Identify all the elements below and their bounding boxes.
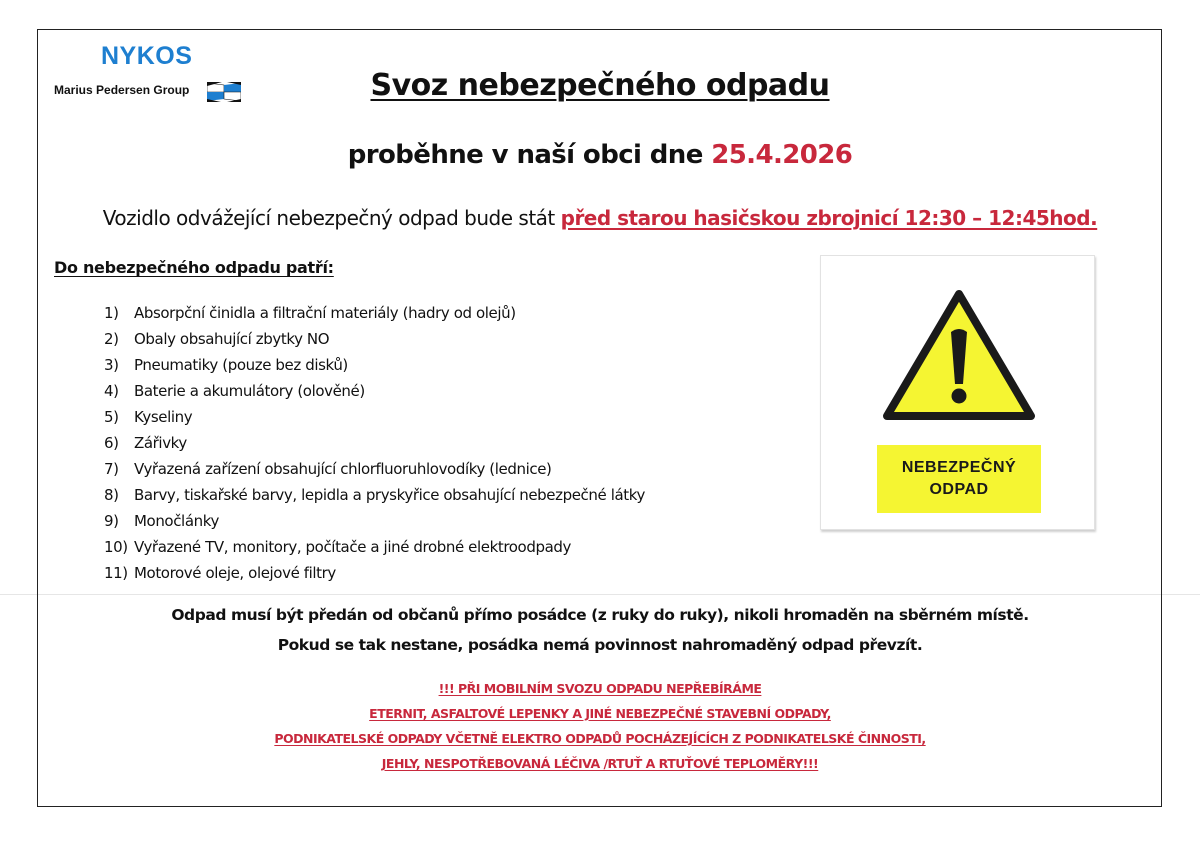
list-item: 4) Baterie a akumulátory (olověné) — [104, 382, 365, 400]
exclusion-warning-line: JEHLY, NESPOTŘEBOVANÁ LÉČIVA /RTUŤ A RTUŤOVÉ TEPLOMĚRY!!! — [381, 756, 819, 771]
exclusion-warning-line: ETERNIT, ASFALTOVÉ LEPENKY A JINÉ NEBEZPEČNÉ STAVEBNÍ ODPADY, — [369, 706, 831, 721]
warning-triangle-icon — [881, 288, 1037, 424]
date-prefix: proběhne v naší obci dne — [347, 140, 712, 170]
list-item: 10) Vyřazené TV, monitory, počítače a jiné drobné elektroodpady — [104, 538, 571, 556]
handover-note: Odpad musí být předán od občanů přímo posádce (z ruky do ruky), nikoli hromaděn na sběrném místě. — [171, 606, 1029, 624]
list-item: 2) Obaly obsahující zbytky NO — [104, 330, 330, 348]
list-item: 8) Barvy, tiskařské barvy, lepidla a pryskyřice obsahující nebezpečné látky — [104, 486, 645, 504]
exclusion-warning-line: !!! PŘI MOBILNÍM SVOZU ODPADU NEPŘEBÍRÁME — [438, 681, 762, 696]
vehicle-location-line — [0, 206, 1200, 230]
hazardous-waste-list — [104, 300, 645, 586]
exclusion-warning-line: PODNIKATELSKÉ ODPADY VČETNĚ ELEKTRO ODPADŮ POCHÁZEJÍCÍCH Z PODNIKATELSKÉ ČINNOSTI, — [274, 731, 926, 746]
list-item: 5) Kyseliny — [104, 408, 193, 426]
location-time: před starou hasičskou zbrojnicí 12:30 – 12:45hod. — [560, 206, 1098, 230]
list-heading: Do nebezpečného odpadu patří: — [54, 258, 334, 277]
list-item: 11) Motorové oleje, olejové filtry — [104, 564, 336, 582]
collection-date-line — [0, 140, 1200, 170]
list-item: 3) Pneumatiky (pouze bez disků) — [104, 356, 348, 374]
list-item: 7) Vyřazená zařízení obsahující chlorfluoruhlovodíky (lednice) — [104, 460, 552, 478]
list-item: 1) Absorpční činidla a filtrační materiály (hadry od olejů) — [104, 304, 516, 322]
logo-brand: NYKOS — [101, 42, 193, 70]
list-item: 9) Monočlánky — [104, 512, 219, 530]
logo-group-name: Marius Pedersen Group — [54, 83, 190, 97]
collection-date: 25.4.2026 — [711, 140, 853, 170]
hazard-label: NEBEZPEČNÝ ODPAD — [877, 445, 1041, 513]
hazard-sign — [820, 255, 1095, 530]
list-item: 6) Zářivky — [104, 434, 187, 452]
handover-consequence-note: Pokud se tak nestane, posádka nemá povinnost nahromaděný odpad převzít. — [277, 636, 923, 654]
vehicle-prefix: Vozidlo odvážející nebezpečný odpad bude stát — [102, 206, 561, 230]
page-title: Svoz nebezpečného odpadu — [370, 68, 830, 103]
